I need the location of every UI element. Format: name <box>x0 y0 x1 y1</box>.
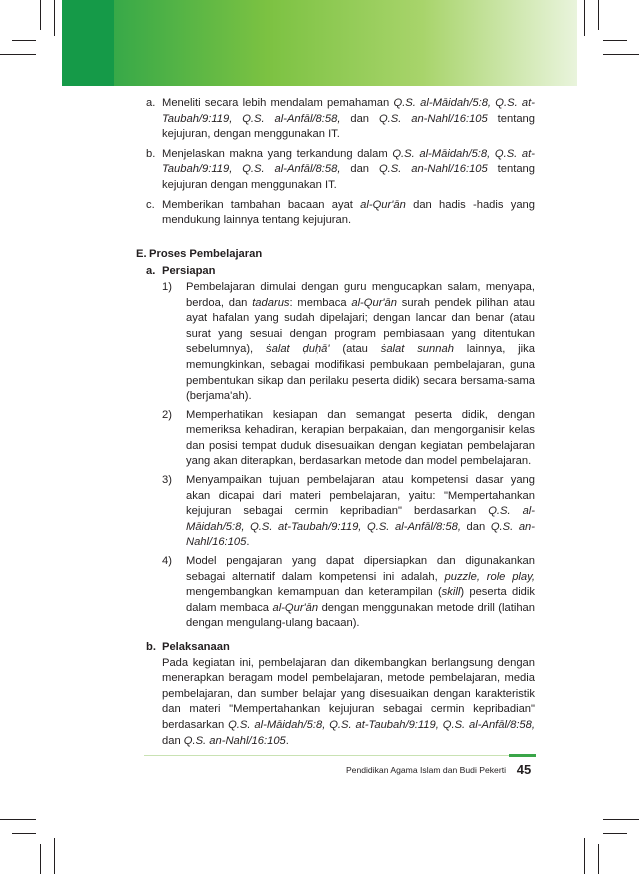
header-banner <box>62 0 577 86</box>
list-item: c. Memberikan tambahan bacaan ayat al-Qur'ān dan hadis -hadis yang mendukung lainnya tentang kejujuran. <box>146 198 535 227</box>
pelaksanaan-paragraph: Pada kegiatan ini, pembelajaran dan dikembangkan berlangsung dengan menerapkan beragam model pembelajaran, metode pembelajaran, media pembelajaran, dan sumber belajar yang disesuaikan dengan karakteristik dan materi "Mempertahankan kejujuran sebagai cermin kepribadian" berdasarkan Q.S. al-Māidah/5:8, Q.S. at-Taubah/9:119, Q.S. al-Anfāl/8:58, dan Q.S. an-Nahl/16:105. <box>162 656 535 747</box>
page-content <box>136 96 536 749</box>
section-heading: E. Proses Pembelajaran <box>136 247 263 260</box>
list-item: 1) Pembelajaran dimulai dengan guru mengucapkan salam, menyapa, berdoa, dan tadarus: membaca al-Qur'ān surah pendek pilihan atau ayat hafalan yang sudah dipelajari; dengan lancar dan benar (atau surat yang sesuai dengan program pembiasaan yang ditentukan sebelumnya), ṡalat ḍuḥā' (atau ṡalat sunnah lainnya, jika memungkinkan, sebagai modifikasi pembukaan pembelajaran, guna pembentukan sikap dan perilaku peserta didik) secara bersama-sama (berjama'ah). <box>162 280 535 403</box>
objectives-list <box>146 96 535 229</box>
persiapan-steps <box>162 280 535 632</box>
list-item: b. Menjelaskan makna yang terkandung dalam Q.S. al-Māidah/5:8, Q.S. at-Taubah/9:119, Q.S. al-Anfāl/8:58, dan Q.S. an-Nahl/16:105 tentang kejujuran dengan menggunakan IT. <box>146 147 535 191</box>
header-banner-accent <box>62 0 114 86</box>
list-item: 3) Menyampaikan tujuan pembelajaran atau kompetensi dasar yang akan dicapai dari materi pembelajaran, yaitu: "Mempertahankan kejujuran sebagai cermin kepribadian" berdasarkan Q.S. al-Māidah/5:8, Q.S. at-Taubah/9:119, Q.S. al-Anfāl/8:58, dan Q.S. an-Nahl/16:105. <box>162 474 536 549</box>
footer-book-title: Pendidikan Agama Islam dan Budi Pekerti <box>345 765 506 775</box>
subsection-heading-persiapan: a. Persiapan <box>146 265 216 278</box>
subsection-heading-pelaksanaan: b. Pelaksanaan <box>146 641 230 653</box>
footer-accent <box>509 754 536 757</box>
list-item: a. Meneliti secara lebih mendalam pemahaman Q.S. al-Māidah/5:8, Q.S. at-Taubah/9:119, Q.S. al-Anfāl/8:58, dan Q.S. an-Nahl/16:105 tentang kejujuran, dengan menggunakan IT. <box>146 97 535 141</box>
page-number: 45 <box>516 762 532 777</box>
list-item: 2) Memperhatikan kesiapan dan semangat peserta didik, dengan memeriksa kehadiran, kerapian berpakaian, dan mengorganisir kelas dan posisi tempat duduk disesuaikan dengan kegiatan pembelajaran yang akan diterapkan, berdasarkan metode dan model pembelajaran. <box>162 408 535 468</box>
footer-rule <box>144 755 536 756</box>
list-item: 4) Model pengajaran yang dapat dipersiapkan dan digunakankan sebagai alternatif dalam kompetensi ini adalah, puzzle, role play, mengembangkan kemampuan dan keterampilan (skill) peserta didik dalam membaca al-Qur'ān dengan menggunakan metode drill (latihan dengan mengulang-ulang bacaan). <box>162 555 536 630</box>
